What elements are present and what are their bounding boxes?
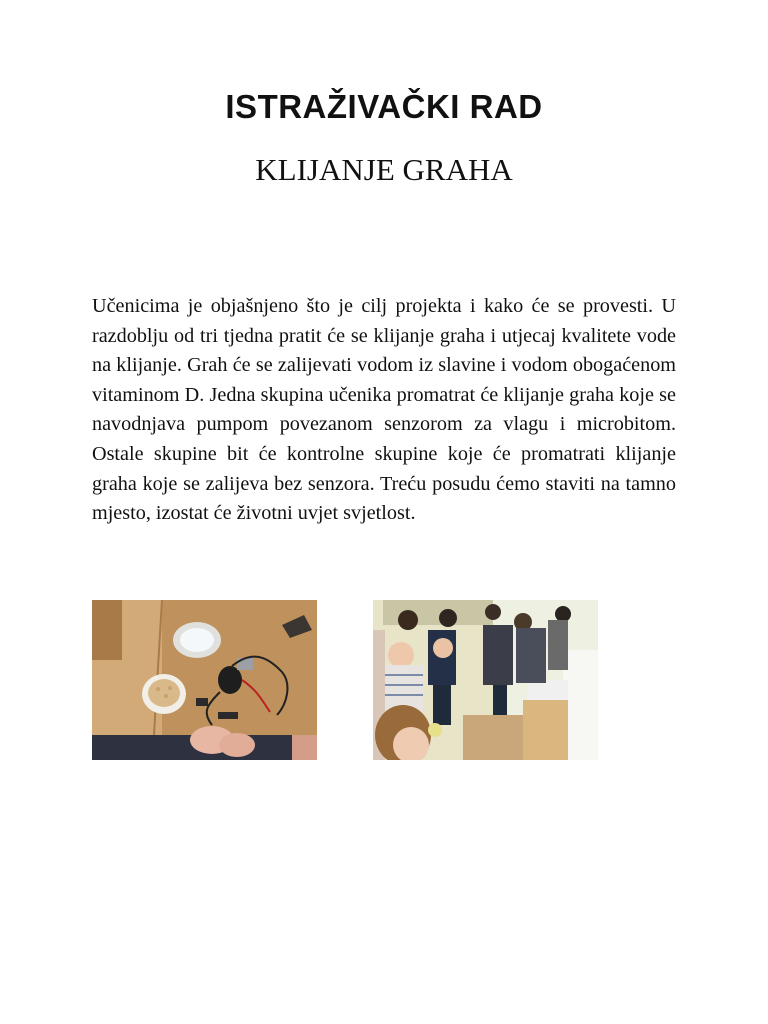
body-paragraph: Učenicima je objašnjeno što je cilj projekta i kako će se provesti. U razdoblju od tri tjedna pratit će se klijanje graha i utjecaj kvalitete vode na klijanje. Grah će se zalijevati vodom iz slavine i vodom obogaćenom vitaminom D. Jedna skupina učenika promatrat će klijanje graha koje se navodnjava pumpom povezanom senzorom za vlagu i microbitom. Ostale skupine bit će kontrolne skupine koje će promatrati klijanje graha koje se zalijeva bez senzora. Treću posudu ćemo staviti na tamno mjesto, izostat će životni uvjet svjetlost. xyxy=(92,295,676,525)
photo-students-classroom xyxy=(373,600,598,760)
students-classroom-image xyxy=(373,600,598,760)
page-title: ISTRAŽIVAČKI RAD xyxy=(225,88,543,125)
page-subtitle: KLIJANJE GRAHA xyxy=(255,152,513,187)
photo-sensor-setup xyxy=(92,600,317,760)
sensor-setup-image xyxy=(92,600,317,760)
